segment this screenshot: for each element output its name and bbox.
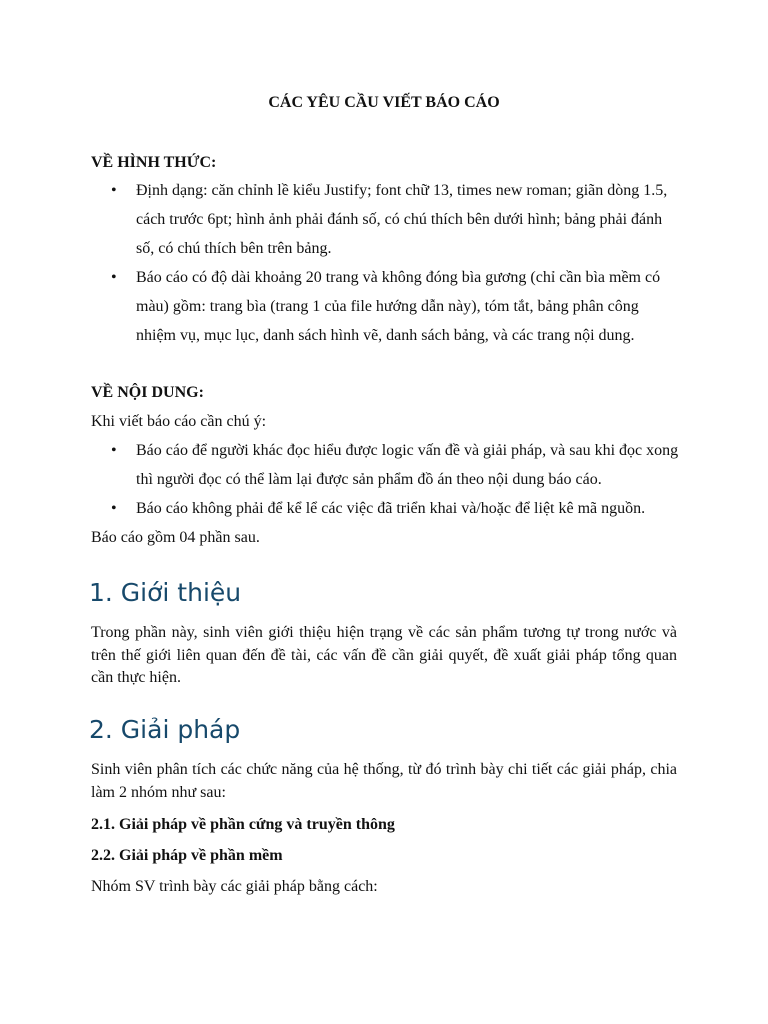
subsection-2-1-heading: 2.1. Giải pháp về phần cứng và truyền thông	[91, 816, 395, 833]
list-item-text: Báo cáo có độ dài khoảng 20 trang và không đóng bìa gương (chỉ cần bìa mềm có màu) gồm: trang bìa (trang 1 của file hướng dẫn này), tóm tắt, bảng phân công nhiệm vụ, mục lục, danh sách hình vẽ, danh sách bảng, và các trang nội dung.	[136, 269, 661, 344]
list-item	[91, 436, 681, 494]
list-item	[91, 176, 681, 263]
list-item	[91, 263, 681, 350]
content-section-label: VỀ NỘI DUNG:	[91, 384, 204, 401]
section-1-body: Trong phần này, sinh viên giới thiệu hiện trạng về các sản phẩm tương tự trong nước và trên thế giới liên quan đến đề tài, các vấn đề cần giải quyết, đề xuất giải pháp tổng quan cần thực hiện.	[91, 624, 677, 686]
section-2-heading: 2. Giải pháp	[89, 715, 241, 744]
content-bullet-list	[91, 436, 681, 523]
list-item-text: Báo cáo để người khác đọc hiểu được logic vấn đề và giải pháp, và sau khi đọc xong thì người đọc có thể làm lại được sản phẩm đồ án theo nội dung báo cáo.	[136, 442, 679, 488]
bullet-icon: •	[111, 500, 117, 517]
list-item-text: Định dạng: căn chỉnh lề kiểu Justify; font chữ 13, times new roman; giãn dòng 1.5, cách trước 6pt; hình ảnh phải đánh số, có chú thích bên dưới hình; bảng phải đánh số, có chú thích bên trên bảng.	[136, 182, 668, 257]
bullet-icon: •	[111, 442, 117, 459]
section-1-heading: 1. Giới thiệu	[89, 578, 242, 607]
form-bullet-list	[91, 176, 681, 350]
form-section-label: VỀ HÌNH THỨC:	[91, 154, 217, 171]
content-outro: Báo cáo gồm 04 phần sau.	[91, 529, 260, 546]
content-intro: Khi viết báo cáo cần chú ý:	[91, 413, 267, 430]
document-title: CÁC YÊU CẦU VIẾT BÁO CÁO	[268, 94, 500, 111]
list-item-text: Báo cáo không phải để kể lể các việc đã triển khai và/hoặc để liệt kê mã nguồn.	[136, 500, 646, 517]
section-2-tail: Nhóm SV trình bày các giải pháp bằng cách:	[91, 878, 378, 895]
bullet-icon: •	[111, 269, 117, 286]
bullet-icon: •	[111, 182, 117, 199]
subsection-2-2-heading: 2.2. Giải pháp về phần mềm	[91, 847, 283, 864]
section-2-body: Sinh viên phân tích các chức năng của hệ thống, từ đó trình bày chi tiết các giải pháp, chia làm 2 nhóm như sau:	[91, 761, 677, 801]
list-item	[91, 494, 681, 523]
